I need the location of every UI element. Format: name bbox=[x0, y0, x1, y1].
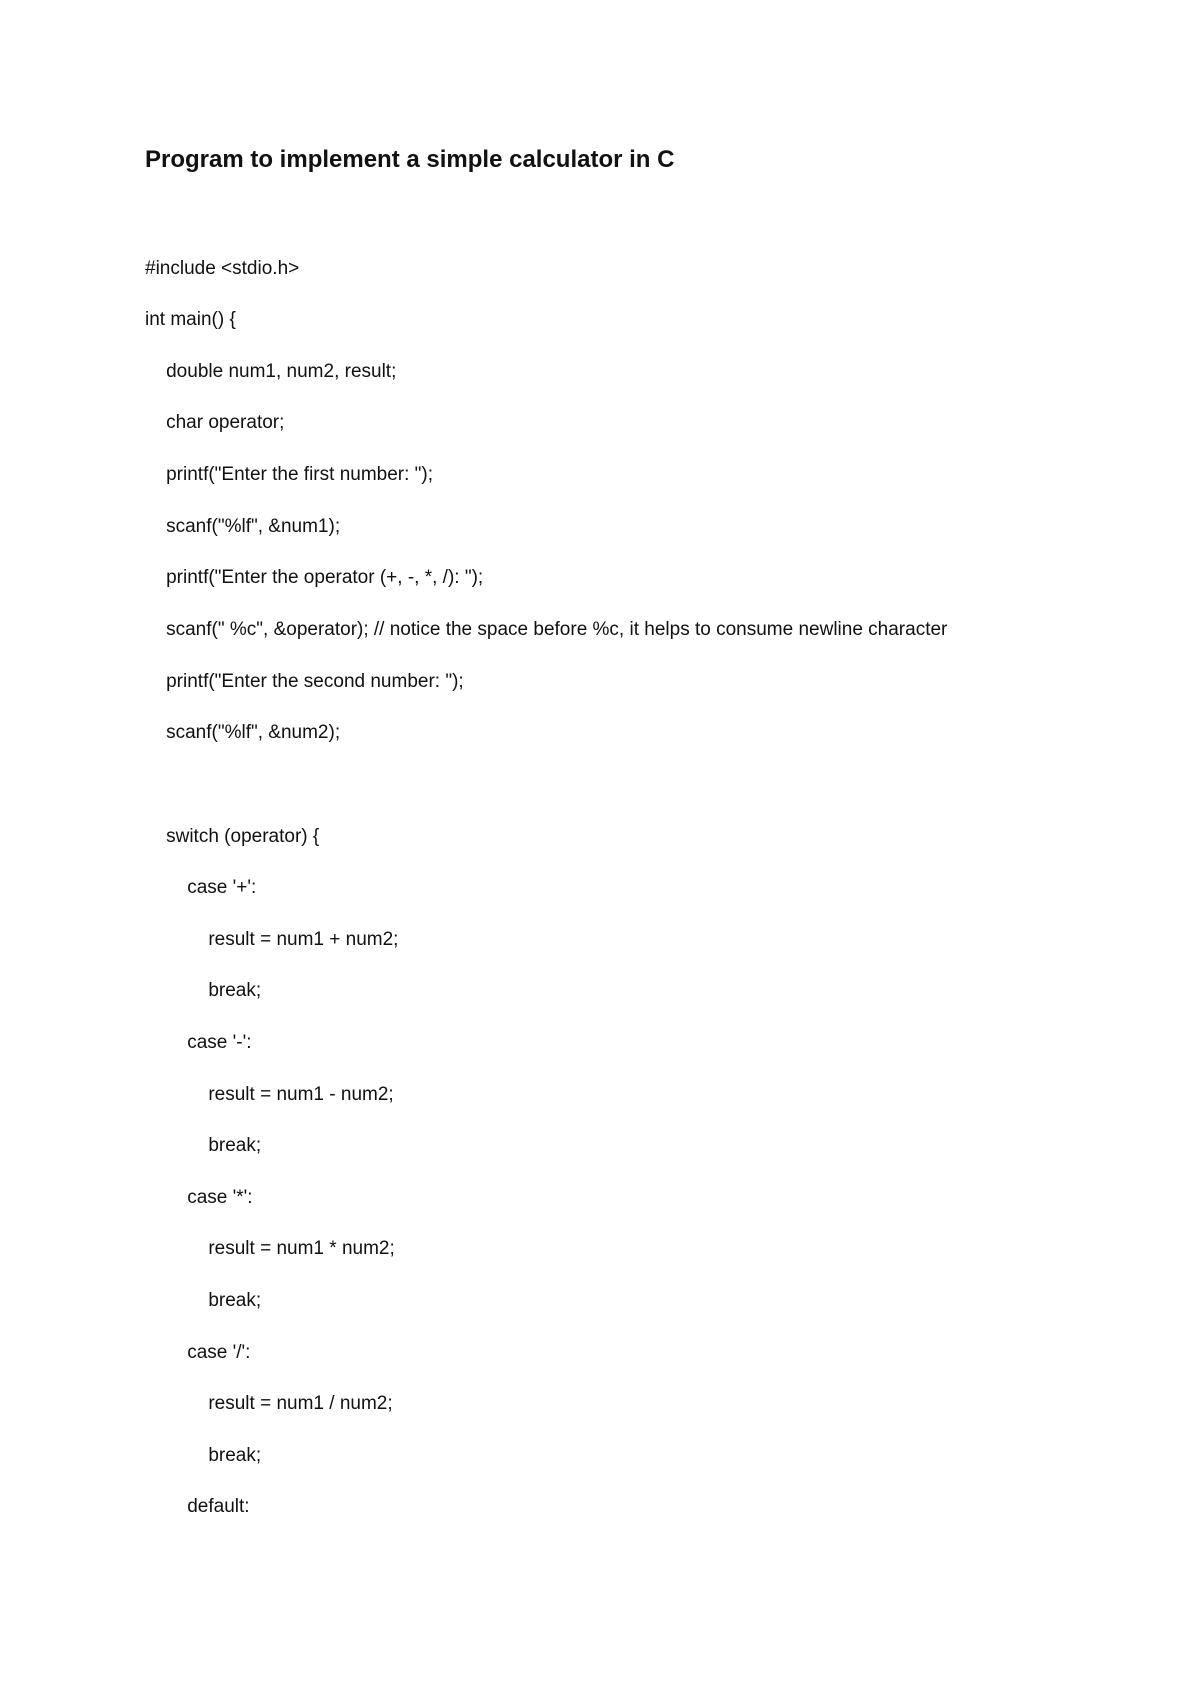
code-line: result = num1 * num2; bbox=[145, 1238, 395, 1259]
code-line: result = num1 / num2; bbox=[145, 1393, 393, 1414]
code-line: scanf(" %c", &operator); // notice the space before %c, it helps to consume newline character bbox=[145, 619, 948, 640]
code-line: break; bbox=[145, 980, 262, 1001]
code-line: break; bbox=[145, 1445, 262, 1466]
code-line: int main() { bbox=[145, 309, 236, 330]
code-line: case '*': bbox=[145, 1187, 253, 1208]
code-line: default: bbox=[145, 1496, 250, 1517]
code-line: case '+': bbox=[145, 877, 257, 898]
code-line: printf("Enter the operator (+, -, *, /): "); bbox=[145, 567, 484, 588]
code-line: result = num1 + num2; bbox=[145, 929, 399, 950]
code-line: printf("Enter the first number: "); bbox=[145, 464, 434, 485]
code-line: double num1, num2, result; bbox=[145, 361, 397, 382]
code-line: printf("Enter the second number: "); bbox=[145, 671, 464, 692]
code-line: break; bbox=[145, 1290, 262, 1311]
code-line: char operator; bbox=[145, 412, 285, 433]
code-line: result = num1 - num2; bbox=[145, 1084, 394, 1105]
code-line: switch (operator) { bbox=[145, 826, 320, 847]
document-title: Program to implement a simple calculator in C bbox=[145, 146, 675, 173]
code-line: scanf("%lf", &num1); bbox=[145, 516, 341, 537]
code-line: case '/': bbox=[145, 1342, 251, 1363]
code-line: scanf("%lf", &num2); bbox=[145, 722, 341, 743]
code-line: #include <stdio.h> bbox=[145, 258, 300, 279]
code-line: break; bbox=[145, 1135, 262, 1156]
code-line: case '-': bbox=[145, 1032, 252, 1053]
